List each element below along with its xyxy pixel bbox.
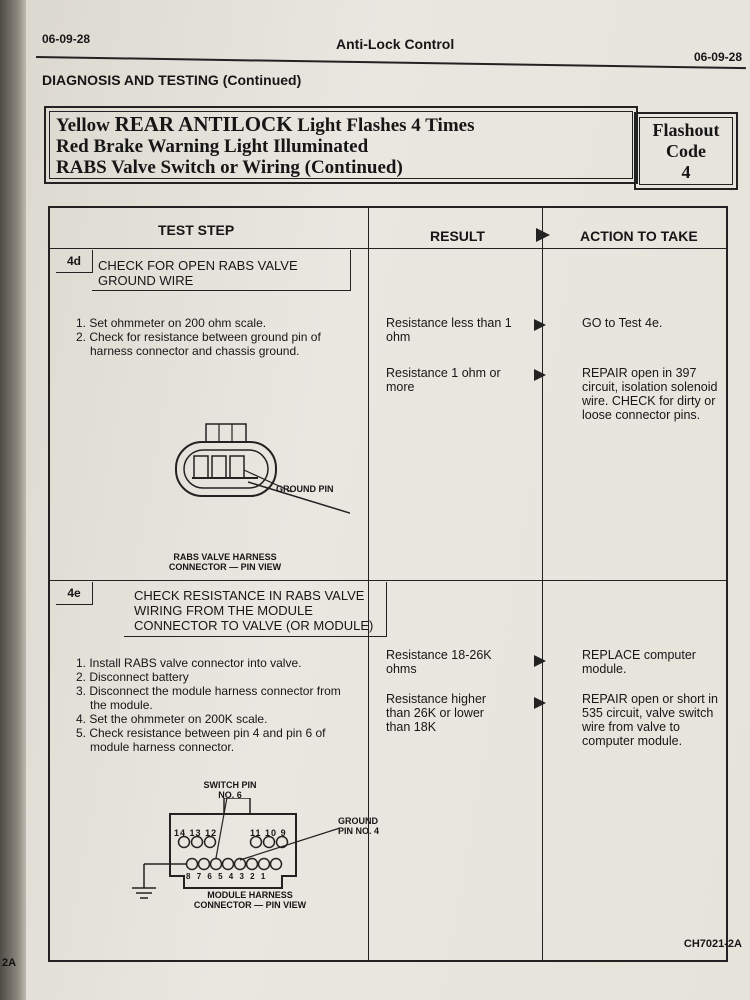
header-title: Anti-Lock Control (336, 36, 455, 52)
instruction-item: 3. Disconnect the module harness connector from the module. (76, 684, 341, 712)
page-edge (0, 0, 26, 1000)
result-4e-1: Resistance 18-26K ohms (386, 648, 492, 676)
step-number-4d: 4d (56, 250, 93, 273)
instructions-4d (76, 316, 352, 358)
instruction-item: 2. Disconnect battery (76, 670, 189, 684)
test-step-table (48, 206, 728, 962)
header-arrow-icon (536, 228, 550, 247)
action-4e-2: REPAIR open or short in 535 circuit, valve switch wire from valve to computer module. (582, 692, 718, 748)
step-number-4e: 4e (56, 582, 93, 605)
result-arrow-icon (534, 696, 546, 714)
step-title-4e: CHECK RESISTANCE IN RABS VALVE WIRING FROM THE MODULE CONNECTOR TO VALVE (OR MODULE) (134, 588, 374, 633)
flashout-label: Flashout (652, 120, 720, 140)
ground-pin-label-4e: GROUND PIN NO. 4 (338, 816, 380, 836)
pin-numbers-bottom: 8 7 6 5 4 3 2 1 (186, 872, 268, 881)
switch-pin-label: SWITCH PIN NO. 6 (203, 780, 257, 800)
figure-caption-4e: MODULE HARNESS CONNECTOR — PIN VIEW (193, 890, 307, 910)
title-line-2: Red Brake Warning Light Illuminated (56, 136, 369, 157)
title-line-3: RABS Valve Switch or Wiring (Continued) (56, 157, 403, 178)
ground-pin-label-4d: GROUND PIN (276, 484, 334, 494)
instruction-item: 5. Check resistance between pin 4 and pin 6 of module harness connector. (76, 726, 326, 754)
flashout-code-number: 4 (681, 162, 691, 182)
column-header-result: RESULT (430, 228, 485, 244)
result-arrow-icon (534, 368, 546, 386)
pin-numbers-top-right: 11 10 9 (250, 828, 287, 838)
instruction-item: 2. Check for resistance between ground pin of harness connector and chassis ground. (76, 330, 321, 358)
action-4d-2: REPAIR open in 397 circuit, isolation solenoid wire. CHECK for dirty or loose connector pins. (582, 366, 718, 422)
result-4e-2: Resistance higher than 26K or lower than 18K (386, 692, 487, 734)
pin-numbers-top-left: 14 13 12 (174, 828, 218, 838)
result-arrow-icon (534, 654, 546, 672)
instruction-item: 1. Set ohmmeter on 200 ohm scale. (76, 316, 267, 330)
figure-code: CH7021-2A (683, 938, 742, 950)
title-line-1: Yellow REAR ANTILOCK Light Flashes 4 Times (56, 112, 475, 136)
instruction-item: 4. Set the ohmmeter on 200K scale. (76, 712, 268, 726)
result-4d-2: Resistance 1 ohm or more (386, 366, 501, 394)
header-rule (36, 56, 746, 69)
edge-page-number: 2A (2, 957, 17, 969)
step-title-4d: CHECK FOR OPEN RABS VALVE GROUND WIRE (98, 258, 298, 288)
action-4d-1: GO to Test 4e. (582, 316, 663, 330)
figure-caption-4d: RABS VALVE HARNESS CONNECTOR — PIN VIEW (168, 552, 282, 572)
symptom-title-box (44, 106, 638, 184)
header-right-code: 06-09-28 (693, 50, 742, 64)
instruction-item: 1. Install RABS valve connector into valve. (76, 656, 302, 670)
header-left-code: 06-09-28 (42, 32, 91, 46)
column-header-action: ACTION TO TAKE (580, 228, 698, 244)
action-4e-1: REPLACE computer module. (582, 648, 696, 676)
step-divider (50, 580, 726, 581)
column-header-test-step: TEST STEP (158, 222, 235, 238)
section-heading: DIAGNOSIS AND TESTING (Continued) (42, 72, 302, 88)
flashout-code-label: Code (666, 141, 706, 161)
result-4d-1: Resistance less than 1 ohm (386, 316, 512, 344)
instructions-4e (76, 656, 356, 754)
manual-page (26, 0, 750, 1000)
result-arrow-icon (534, 318, 546, 336)
header-divider (50, 248, 726, 249)
flashout-code-box (634, 112, 738, 190)
